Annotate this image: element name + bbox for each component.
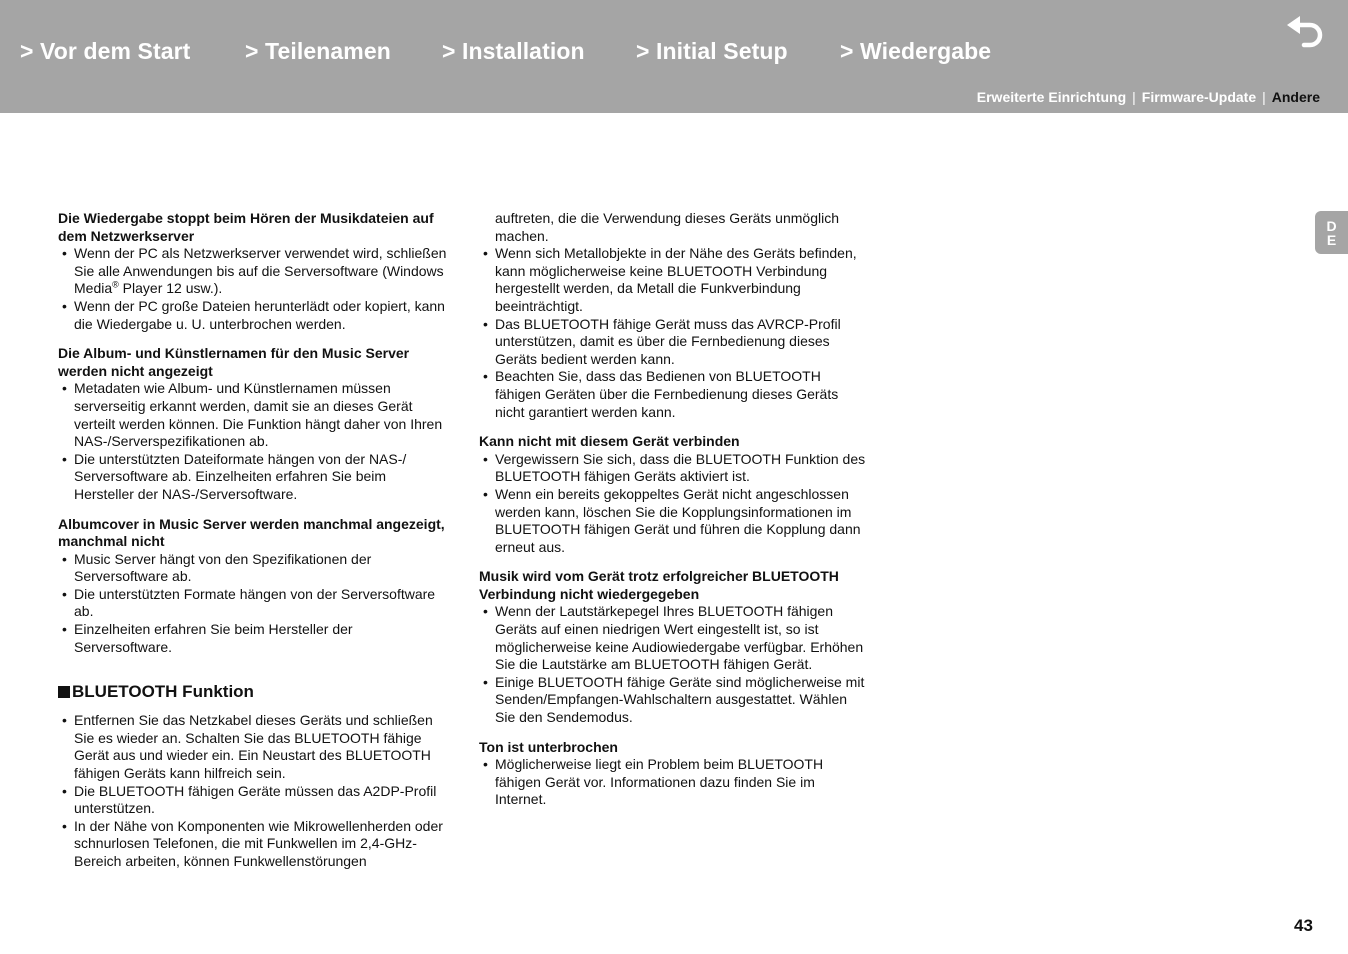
list-item: • Wenn sich Metallobjekte in der Nähe des Geräts befinden, kann möglicherweise keine BLUETOOTH Verbindung hergestellt werden, da Metall die Funkverbindung beeinträchtigt. xyxy=(479,245,869,315)
list-item: • Wenn der Lautstärkepegel Ihres BLUETOOTH fähigen Geräts auf einen niedrigen Wert eingestellt ist, so ist möglicherweise keine Audiowiedergabe verfügbar. Erhöhen Sie die Lautstärke am BLUETOOTH fähigen Gerät. xyxy=(479,603,869,673)
section-heading: Die Wiedergabe stoppt beim Hören der Musikdateien auf dem Netzwerkserver xyxy=(58,210,434,244)
list-item: • Vergewissern Sie sich, dass die BLUETOOTH Funktion des BLUETOOTH fähigen Geräts aktiviert ist. xyxy=(479,451,869,486)
section-heading: Kann nicht mit diesem Gerät verbinden xyxy=(479,433,740,450)
list-item: • Einzelheiten erfahren Sie beim Hersteller der Serversoftware. xyxy=(58,621,448,656)
list-item: • Music Server hängt von den Spezifikationen der Serversoftware ab. xyxy=(58,551,448,586)
list-item: • Wenn ein bereits gekoppeltes Gerät nicht angeschlossen werden kann, löschen Sie die Kopplungsinformationen im BLUETOOTH fähigen Gerät und führen die Kopplung dann erneut aus. xyxy=(479,486,869,556)
language-tab xyxy=(1315,211,1348,254)
bullet-list xyxy=(58,712,448,870)
section-heading: Die Album- und Künstlernamen für den Music Server werden nicht angezeigt xyxy=(58,345,410,379)
subnav-erweiterte-einrichtung[interactable]: Erweiterte Einrichtung xyxy=(976,89,1127,105)
list-item: • In der Nähe von Komponenten wie Mikrowellenherden oder schnurlosen Telefonen, die mit Funkwellen im 2,4-GHz-Bereich arbeiten, können Funkwellenstörungen xyxy=(58,818,448,871)
section-heading: Ton ist unterbrochen xyxy=(479,738,618,755)
page-number: 43 xyxy=(1294,916,1313,935)
list-item: • Die unterstützten Formate hängen von der Serversoftware ab. xyxy=(58,586,448,621)
list-item: • Einige BLUETOOTH fähige Geräte sind möglicherweise mit Senden/Empfangen-Wahlschaltern ausgestattet. Wählen Sie den Sendemodus. xyxy=(479,674,869,727)
bullet-list xyxy=(58,245,448,333)
bullet-list xyxy=(479,603,869,726)
list-item: • Das BLUETOOTH fähige Gerät muss das AVRCP-Profil unterstützen, damit es über die Fernbedienung dieses Geräts bedient werden kann. xyxy=(479,316,869,369)
nav-installation[interactable]: > Installation xyxy=(442,38,585,64)
top-navigation-bar xyxy=(0,0,1348,113)
nav-teilenamen[interactable]: > Teilenamen xyxy=(245,38,391,64)
square-bullet-icon xyxy=(58,686,70,698)
subnav-separator: | xyxy=(1132,89,1136,105)
subnav-separator: | xyxy=(1262,89,1266,105)
section-heading: Albumcover in Music Server werden manchmal angezeigt, manchmal nicht xyxy=(58,515,445,550)
list-item: • Möglicherweise liegt ein Problem beim BLUETOOTH fähigen Gerät vor. Informationen dazu finden Sie im Internet. xyxy=(479,756,869,809)
back-button[interactable] xyxy=(1284,13,1330,53)
language-letter: D xyxy=(1326,217,1337,234)
return-arrow-icon xyxy=(1284,13,1330,53)
subnav-andere[interactable]: Andere xyxy=(1271,89,1320,105)
bullet-list xyxy=(479,451,869,557)
subnav-firmware-update[interactable]: Firmware-Update xyxy=(1141,89,1257,105)
bullet-list xyxy=(58,380,448,503)
sub-navigation xyxy=(977,89,1320,105)
list-item: • Entfernen Sie das Netzkabel dieses Geräts und schließen Sie es wieder an. Schalten Sie das BLUETOOTH fähige Gerät aus und wieder ein. Ein Neustart des BLUETOOTH fähigen Geräts kann hilfreich sein. xyxy=(58,712,448,782)
list-item: • Beachten Sie, dass das Bedienen von BLUETOOTH fähigen Geräten über die Fernbedienung dieses Geräts nicht garantiert werden kann. xyxy=(479,368,869,421)
list-item: • Die unterstützten Dateiformate hängen von der NAS-/ Serversoftware ab. Einzelheiten erfahren Sie beim Hersteller der NAS-/Serversoftware. xyxy=(58,451,448,504)
bullet-list xyxy=(479,245,869,421)
language-letter: E xyxy=(1326,231,1337,248)
right-column xyxy=(479,210,869,809)
list-item: • Die BLUETOOTH fähigen Geräte müssen das A2DP-Profil unterstützen. xyxy=(58,783,448,818)
list-item: • Metadaten wie Album- und Künstlernamen müssen serverseitig erkannt werden, damit sie an dieses Gerät verteilt werden können. Die Funktion hängt daher von Ihren NAS-/Serverspezifikationen ab. xyxy=(58,380,448,450)
section-heading: Musik wird vom Gerät trotz erfolgreicher BLUETOOTH Verbindung nicht wiedergegeben xyxy=(479,568,839,602)
list-item: • Wenn der PC als Netzwerkserver verwendet wird, schließen Sie alle Anwendungen bis auf die Serversoftware (Windows Media® Player 12 usw.). xyxy=(58,245,448,298)
left-column xyxy=(58,210,448,871)
continued-text: auftreten, die die Verwendung dieses Geräts unmöglich machen. xyxy=(495,210,839,244)
nav-initial-setup[interactable]: > Initial Setup xyxy=(636,38,788,64)
nav-wiedergabe[interactable]: > Wiedergabe xyxy=(840,38,992,64)
bullet-list xyxy=(58,551,448,657)
bluetooth-section-title: BLUETOOTH Funktion xyxy=(58,682,448,702)
list-item: • Wenn der PC große Dateien herunterlädt oder kopiert, kann die Wiedergabe u. U. unterbrochen werden. xyxy=(58,298,448,333)
bullet-list xyxy=(479,756,869,809)
nav-vor-dem-start[interactable]: > Vor dem Start xyxy=(20,38,191,64)
